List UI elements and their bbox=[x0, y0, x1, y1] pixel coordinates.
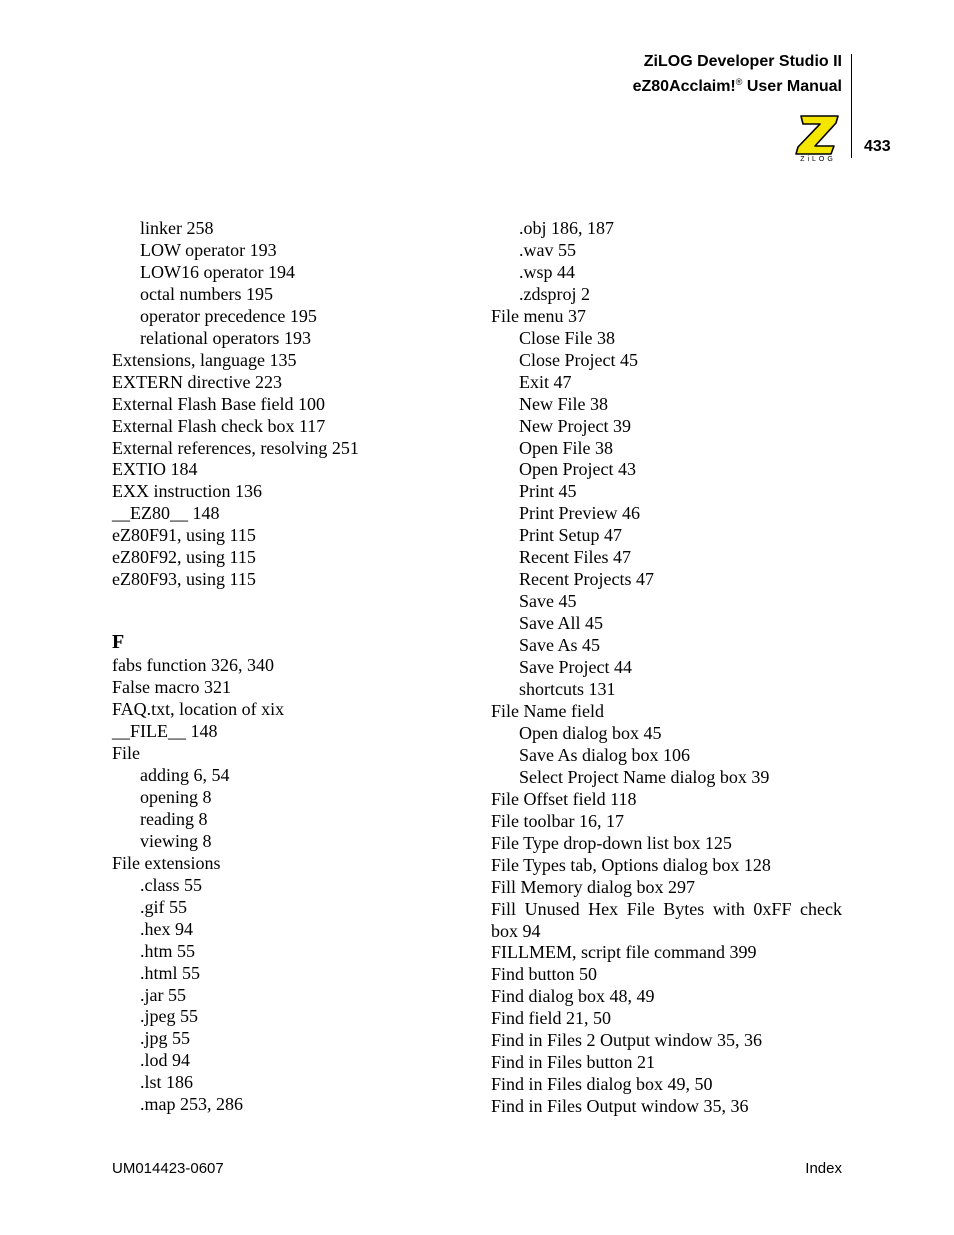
index-entry: Find button 50 bbox=[491, 964, 598, 985]
index-subentry: .lod 94 bbox=[140, 1050, 191, 1071]
index-subentry: .jpg 55 bbox=[140, 1028, 191, 1049]
index-entry: File Type drop-down list box 125 bbox=[491, 832, 732, 853]
index-subentry: Recent Files 47 bbox=[519, 547, 631, 568]
index-subentry: .html 55 bbox=[140, 962, 201, 983]
header-title-line2 bbox=[633, 72, 842, 97]
index-entry: EXTIO 184 bbox=[112, 459, 198, 480]
index-entry: FAQ.txt, location of xix bbox=[112, 699, 285, 720]
index-entry: File extensions bbox=[112, 852, 221, 873]
index-subentry: .lst 186 bbox=[140, 1072, 194, 1093]
index-entry: File Types tab, Options dialog box 128 bbox=[491, 854, 771, 875]
index-entry: eZ80F93, using 115 bbox=[112, 569, 256, 590]
index-entries-right-bottom bbox=[491, 942, 842, 1118]
index-entry: Find field 21, 50 bbox=[491, 1008, 611, 1029]
index-subentry: .htm 55 bbox=[140, 940, 196, 961]
index-subentry: .wsp 44 bbox=[519, 261, 576, 282]
index-subentry: .class 55 bbox=[140, 874, 202, 895]
index-entries-left-top bbox=[112, 218, 472, 591]
index-entry: External references, resolving 251 bbox=[112, 437, 359, 458]
index-subentry: .jpeg 55 bbox=[140, 1006, 198, 1027]
index-entry: Find in Files button 21 bbox=[491, 1052, 656, 1073]
index-subentry: .wav 55 bbox=[519, 239, 576, 260]
index-entry: File bbox=[112, 743, 141, 764]
index-entries-left-bottom bbox=[112, 655, 472, 1116]
index-subentry: Open File 38 bbox=[519, 437, 613, 458]
header-title-line1: ZiLOG Developer Studio II bbox=[643, 53, 842, 70]
index-entry: Fill Memory dialog box 297 bbox=[491, 876, 695, 897]
page-number: 433 bbox=[864, 138, 891, 155]
index-subentry: octal numbers 195 bbox=[140, 283, 273, 304]
registered-mark: ® bbox=[735, 77, 743, 87]
index-entry: Find in Files 2 Output window 35, 36 bbox=[491, 1030, 763, 1051]
index-entry: __EZ80__ 148 bbox=[112, 503, 220, 524]
index-subentry: New File 38 bbox=[519, 393, 608, 414]
index-subentry: viewing 8 bbox=[140, 830, 212, 851]
index-subentry: Exit 47 bbox=[519, 371, 572, 392]
logo-text: ZiLOG bbox=[800, 156, 836, 162]
index-subentry: Close Project 45 bbox=[519, 349, 638, 370]
index-subentry: Open dialog box 45 bbox=[519, 722, 662, 743]
index-entry: eZ80F92, using 115 bbox=[112, 547, 256, 568]
index-subentry: Save Project 44 bbox=[519, 657, 632, 678]
index-entry-wrapped: Fill Unused Hex File Bytes with 0xFF check bbox=[491, 898, 842, 919]
index-entry: fabs function 326, 340 bbox=[112, 655, 274, 676]
index-entry: Extensions, language 135 bbox=[112, 349, 297, 370]
index-subentry: Print Setup 47 bbox=[519, 525, 623, 546]
index-subentry: .jar 55 bbox=[140, 984, 186, 1005]
index-subentry: LOW operator 193 bbox=[140, 239, 277, 260]
index-subentry: Save As dialog box 106 bbox=[519, 744, 690, 765]
index-entry: External Flash Base field 100 bbox=[112, 393, 325, 414]
index-entry: External Flash check box 117 bbox=[112, 415, 326, 436]
index-subentry: Open Project 43 bbox=[519, 459, 636, 480]
index-subentry: relational operators 193 bbox=[140, 327, 311, 348]
index-entry: EXX instruction 136 bbox=[112, 481, 262, 502]
index-entry: eZ80F91, using 115 bbox=[112, 525, 256, 546]
header-title bbox=[633, 51, 842, 97]
index-entry: File Name field bbox=[491, 700, 604, 721]
index-subentry: opening 8 bbox=[140, 786, 212, 807]
index-entry: EXTERN directive 223 bbox=[112, 371, 282, 392]
product-name: eZ80Acclaim! bbox=[632, 78, 736, 95]
index-entry-wrapped-continuation: box 94 bbox=[491, 920, 541, 941]
index-subentry: Recent Projects 47 bbox=[519, 569, 654, 590]
index-subentry: LOW16 operator 194 bbox=[140, 261, 295, 282]
index-column-left bbox=[112, 218, 472, 1116]
footer-section: Index bbox=[805, 1160, 842, 1177]
index-column-right bbox=[491, 218, 842, 1118]
index-subentry: New Project 39 bbox=[519, 415, 631, 436]
index-entries-right-top bbox=[491, 218, 842, 899]
footer-doc-number: UM014423-0607 bbox=[112, 1160, 224, 1177]
zilog-logo-icon bbox=[794, 112, 842, 162]
index-entry: FILLMEM, script file command 399 bbox=[491, 942, 757, 963]
index-entry: File Offset field 118 bbox=[491, 788, 637, 809]
index-entry: Find dialog box 48, 49 bbox=[491, 986, 655, 1007]
index-entry: File toolbar 16, 17 bbox=[491, 810, 624, 831]
index-subentry: .hex 94 bbox=[140, 918, 193, 939]
index-subentry: .gif 55 bbox=[140, 896, 187, 917]
index-subentry: .obj 186, 187 bbox=[519, 218, 615, 238]
manual-type: User Manual bbox=[742, 78, 842, 95]
index-subentry: reading 8 bbox=[140, 808, 208, 829]
index-subentry: operator precedence 195 bbox=[140, 305, 317, 326]
index-entry: File menu 37 bbox=[491, 305, 586, 326]
index-subentry: adding 6, 54 bbox=[140, 764, 230, 785]
index-entry: __FILE__ 148 bbox=[112, 721, 218, 742]
index-subentry: Close File 38 bbox=[519, 327, 616, 348]
index-subentry: Save As 45 bbox=[519, 635, 600, 656]
index-subentry: Save 45 bbox=[519, 591, 577, 612]
index-subentry: .zdsproj 2 bbox=[519, 283, 590, 304]
index-entry: False macro 321 bbox=[112, 677, 231, 698]
index-subentry: linker 258 bbox=[140, 218, 214, 238]
index-subentry: Save All 45 bbox=[519, 613, 603, 634]
index-subentry: Print 45 bbox=[519, 481, 577, 502]
index-subentry: shortcuts 131 bbox=[519, 679, 616, 700]
header-divider bbox=[851, 54, 852, 158]
index-subentry: .map 253, 286 bbox=[140, 1094, 243, 1115]
index-entry: Find in Files Output window 35, 36 bbox=[491, 1096, 749, 1117]
index-entry: Find in Files dialog box 49, 50 bbox=[491, 1074, 713, 1095]
index-subentry: Select Project Name dialog box 39 bbox=[519, 766, 770, 787]
index-section-letter: F bbox=[112, 631, 125, 654]
index-subentry: Print Preview 46 bbox=[519, 503, 640, 524]
